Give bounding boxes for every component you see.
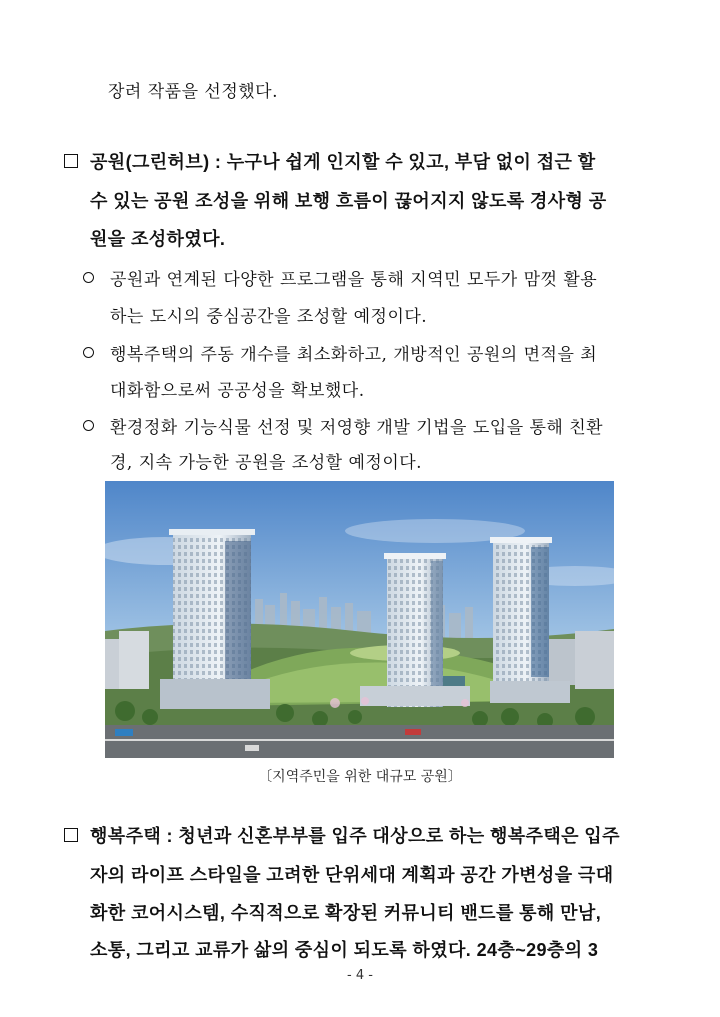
checkbox-square-icon	[64, 828, 78, 842]
figure-caption: 〔지역주민을 위한 대규모 공원〕	[258, 769, 462, 785]
park-line-2: 수 있는 공원 조성을 위해 보행 흐름이 끊어지지 않도록 경사형 공	[90, 191, 607, 211]
park-bullet-1-line-2: 하는 도시의 중심공간을 조성할 예정이다.	[110, 307, 428, 327]
park-bullet-1	[83, 265, 597, 290]
park-bullet-2	[83, 340, 597, 365]
park-line-3: 원을 조성하였다.	[90, 229, 226, 249]
park-rendering-image	[105, 481, 614, 758]
housing-line-3: 화한 코어시스템, 수직적으로 확장된 커뮤니티 밴드를 통해 만남,	[90, 903, 602, 923]
park-bullet-3-line-1: 환경정화 기능식물 선정 및 저영향 개발 기법을 도입을 통해 친환	[110, 418, 604, 438]
housing-heading-text: 행복주택 : 청년과 신혼부부를 입주 대상으로 하는 행복주택은 입주	[90, 826, 620, 846]
housing-line-2: 자의 라이프 스타일을 고려한 단위세대 계획과 공간 가변성을 극대	[90, 865, 614, 885]
circle-bullet-icon	[83, 347, 94, 358]
park-bullet-3-line-2: 경, 지속 가능한 공원을 조성할 예정이다.	[110, 453, 423, 473]
park-bullet-1-line-1: 공원과 연계된 다양한 프로그램을 통해 지역민 모두가 맘껏 활용	[110, 270, 598, 290]
intro-line: 장려 작품을 선정했다.	[108, 82, 279, 102]
park-bullet-2-line-2: 대화함으로써 공공성을 확보했다.	[110, 381, 365, 401]
park-bullet-3	[83, 413, 603, 438]
checkbox-square-icon	[64, 154, 78, 168]
park-bullet-2-line-1: 행복주택의 주동 개수를 최소화하고, 개방적인 공원의 면적을 최	[110, 345, 598, 365]
housing-heading	[64, 822, 620, 848]
circle-bullet-icon	[83, 272, 94, 283]
circle-bullet-icon	[83, 420, 94, 431]
page-number: - 4 -	[347, 968, 373, 983]
park-heading	[64, 148, 596, 174]
park-heading-text: 공원(그린허브) : 누구나 쉽게 인지할 수 있고, 부담 없이 접근 할	[90, 152, 596, 172]
housing-line-4: 소통, 그리고 교류가 삶의 중심이 되도록 하였다. 24층~29층의 3	[90, 940, 599, 960]
